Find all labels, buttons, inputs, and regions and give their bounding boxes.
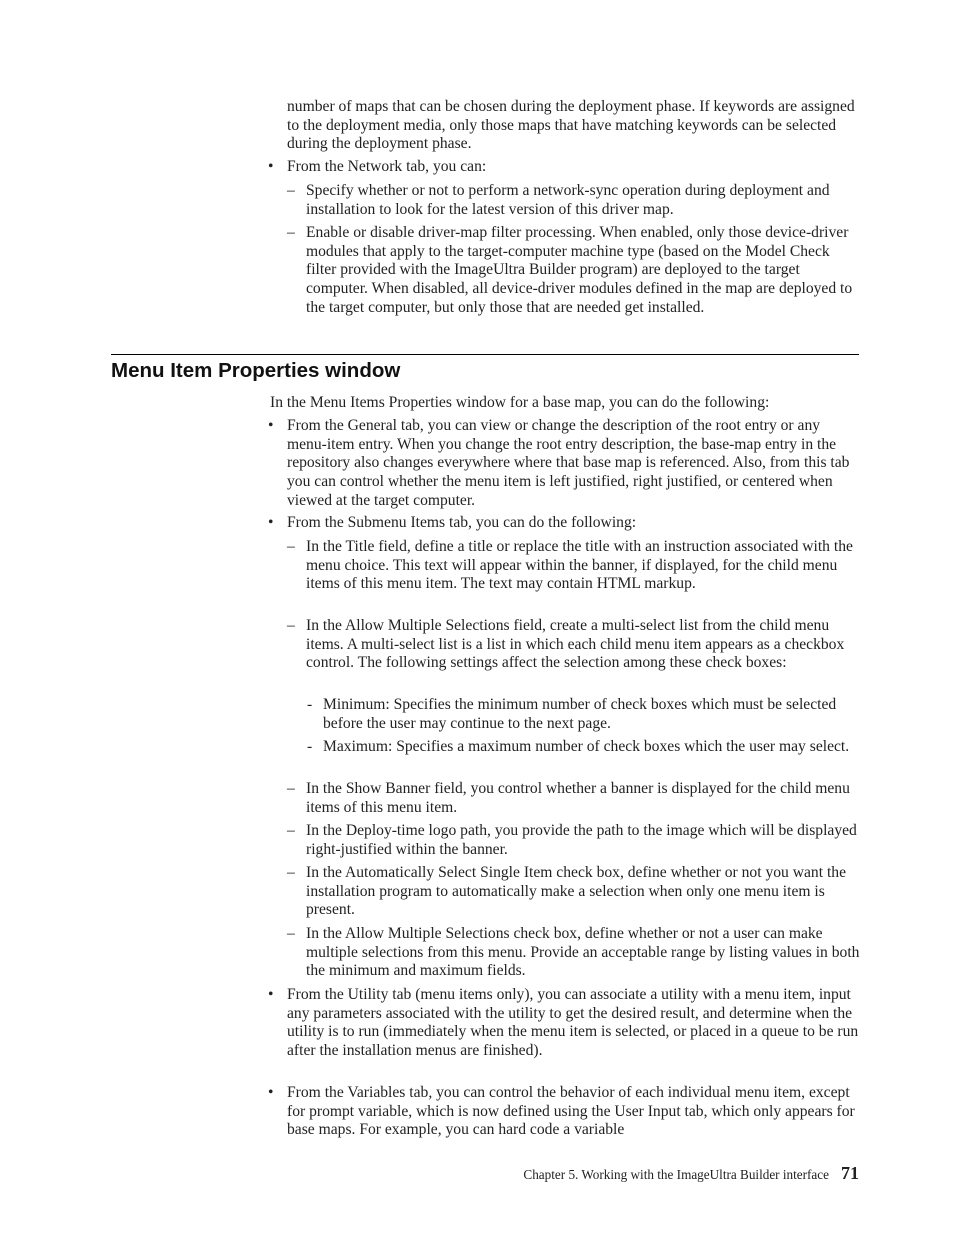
bullet-marker: • [268, 1084, 274, 1101]
section-divider [111, 354, 859, 355]
network-item-sync: Specify whether or not to perform a network-sync operation during deployment and installation to look for the latest version of this driver map. [306, 182, 830, 218]
page-number: 71 [841, 1163, 859, 1183]
setting-minimum: Minimum: Specifies the minimum number of check boxes which must be selected before the user may continue to the next page. [323, 696, 837, 732]
dash-marker: – [287, 182, 295, 199]
dash-marker: – [287, 224, 295, 241]
dash-marker: – [287, 822, 295, 839]
section-heading: Menu Item Properties window [111, 359, 401, 382]
bullet-marker: • [268, 158, 274, 175]
bullet-marker: • [268, 514, 274, 531]
submenu-item-allow-multiple: In the Allow Multiple Selections check box, define whether or not a user can make multiple selections from this menu. Provide an acceptable range by listing values in both the minimum and maximum fields. [306, 925, 860, 980]
general-tab-bullet: From the General tab, you can view or change the description of the root entry or any menu-item entry. When you change the root entry description, the base-map entry in the repository also changes everywhere where that base map is referenced. Also, from this tab you can control whether the menu item is left justified, right justified, or centered when viewed at the target computer. [287, 417, 850, 509]
dash-marker: – [287, 780, 295, 797]
hyphen-marker: - [307, 738, 313, 755]
submenu-item-auto-select: In the Automatically Select Single Item check box, define whether or not you want the installation program to automatically make a selection when only one menu item is present. [306, 864, 846, 919]
variables-tab-bullet: From the Variables tab, you can control the behavior of each individual menu item, except for prompt variable, which is now defined using the User Input tab, which only appears for base maps. For example, you can hard code a variable [287, 1084, 855, 1139]
dash-marker: – [287, 925, 295, 942]
chapter-title: Chapter 5. Working with the ImageUltra Builder interface [523, 1167, 829, 1182]
submenu-item-title: In the Title field, define a title or replace the title with an instruction associated with the menu choice. This text will appear within the banner, if displayed, for the child menu items of this menu item. The text may contain HTML markup. [306, 538, 853, 593]
dash-marker: – [287, 617, 295, 634]
network-tab-bullet: From the Network tab, you can: [287, 158, 487, 175]
bullet-marker: • [268, 986, 274, 1003]
bullet-marker: • [268, 417, 274, 434]
hyphen-marker: - [307, 696, 313, 713]
page-footer [400, 1163, 859, 1184]
setting-maximum: Maximum: Specifies a maximum number of check boxes which the user may select. [323, 738, 850, 755]
submenu-tab-bullet: From the Submenu Items tab, you can do the following: [287, 514, 637, 531]
dash-marker: – [287, 538, 295, 555]
dash-marker: – [287, 864, 295, 881]
continuation-paragraph: number of maps that can be chosen during the deployment phase. If keywords are assigned to the deployment media, only those maps that have matching keywords can be selected during the deployment phase. [287, 98, 855, 153]
submenu-item-show-banner: In the Show Banner field, you control whether a banner is displayed for the child menu items of this menu item. [306, 780, 850, 816]
submenu-item-multiselect: In the Allow Multiple Selections field, create a multi-select list from the child menu items. A multi-select list is a list in which each child menu item appears as a checkbox control. The following settings affect the selection among these check boxes: [306, 617, 845, 672]
submenu-item-logo-path: In the Deploy-time logo path, you provide the path to the image which will be displayed right-justified within the banner. [306, 822, 857, 858]
network-item-filter: Enable or disable driver-map filter processing. When enabled, only those device-driver modules that apply to the target-computer machine type (based on the Model Check filter provided with the ImageUltra Builder program) are deployed to the target computer. When disabled, all device-driver modules defined in the map are deployed to the target computer, but only those that are needed get installed. [306, 224, 853, 316]
utility-tab-bullet: From the Utility tab (menu items only), you can associate a utility with a menu item, input any parameters associated with the utility to get the desired result, and determine when the utility is to run (immediately when the menu item is selected, or placed in a queue to be run after the installation menus are finished). [287, 986, 859, 1060]
section-intro: In the Menu Items Properties window for a base map, you can do the following: [270, 394, 770, 411]
